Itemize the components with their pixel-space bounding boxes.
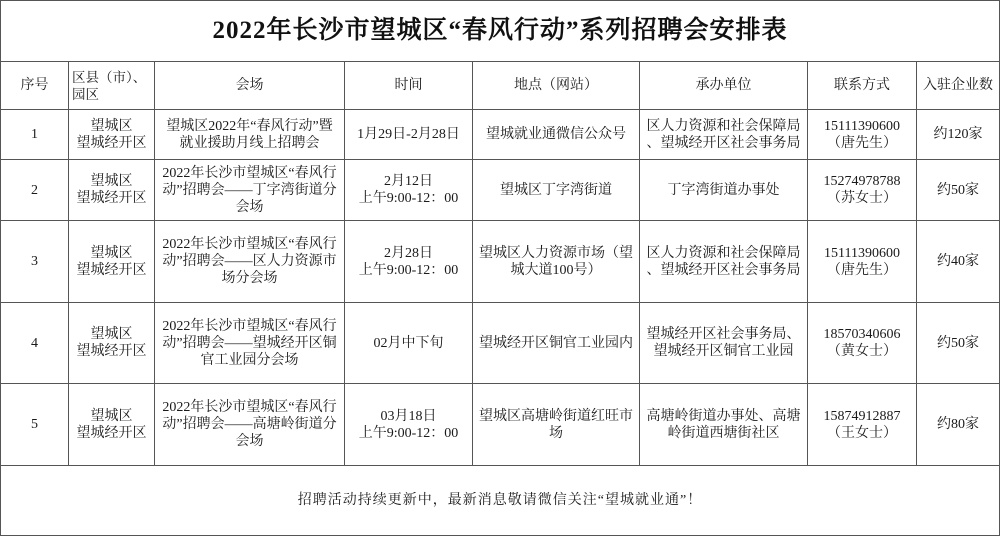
venue-name: 2022年长沙市望城区“春风行动”招聘会——高塘岭街道分会场 (162, 400, 337, 449)
location-text: 望城经开区铜官工业园内 (479, 335, 633, 351)
contact-phone: 18570340606 (823, 327, 901, 342)
venue-cell (155, 384, 345, 466)
park-name: 望城经开区 (76, 425, 147, 441)
district-name: 望城区 (90, 245, 133, 261)
location-cell (473, 384, 640, 466)
header-district-label: 区县（市）、园区 (72, 69, 147, 102)
contact-phone: 15111390600 (824, 245, 900, 261)
district-lines (77, 173, 147, 207)
header-organizer-label: 承办单位 (695, 78, 752, 93)
contact-person: （王女士） (827, 425, 897, 441)
header-company-count-label: 入驻企业数 (923, 78, 993, 93)
company-count-cell (917, 110, 999, 160)
time-date: 02月中下旬 (373, 335, 444, 351)
district-lines (77, 245, 147, 279)
organizer-text: 区人力资源和社会保障局、望城经开区社会事务局 (646, 245, 801, 278)
district-cell (69, 110, 155, 160)
time-date: 2月28日 (384, 245, 433, 261)
time-cell (345, 384, 473, 466)
time-date: 1月29日-2月28日 (357, 127, 460, 142)
park-name: 望城经开区 (76, 191, 147, 206)
venue-name: 望城区2022年“春风行动”暨就业援助月线上招聘会 (166, 118, 333, 151)
contact-lines (824, 408, 901, 442)
time-lines (359, 408, 459, 442)
company-count: 约40家 (937, 254, 979, 269)
location-cell (473, 160, 640, 221)
organizer-cell (640, 160, 808, 221)
contact-lines (824, 326, 901, 360)
serial-number: 1 (31, 127, 38, 142)
time-cell (345, 160, 473, 221)
park-name: 望城经开区 (76, 262, 147, 278)
organizer-text: 高塘岭街道办事处、高塘岭街道西塘街社区 (646, 408, 801, 441)
company-count-cell (917, 160, 999, 221)
time-date: 2月12日 (384, 174, 433, 189)
organizer-text: 区人力资源和社会保障局、望城经开区社会事务局 (646, 118, 801, 151)
serial-number-cell (1, 384, 69, 466)
header-time (345, 62, 473, 110)
district-lines (77, 118, 147, 152)
time-lines (374, 335, 444, 352)
time-lines (359, 173, 459, 207)
venue-cell (155, 110, 345, 160)
district-name: 望城区 (90, 174, 133, 189)
header-organizer (640, 62, 808, 110)
organizer-cell (640, 384, 808, 466)
location-cell (473, 221, 640, 303)
header-time-label: 时间 (394, 78, 423, 93)
district-name: 望城区 (90, 408, 133, 424)
contact-cell (808, 384, 917, 466)
company-count: 约120家 (933, 127, 983, 142)
organizer-text: 丁字湾街道办事处 (667, 182, 780, 198)
contact-person: （黄女士） (827, 344, 897, 359)
company-count-cell (917, 384, 999, 466)
district-cell (69, 160, 155, 221)
footer-note: 招聘活动持续更新中，最新消息敬请微信关注“望城就业通”！ (297, 493, 703, 508)
company-count-cell (917, 303, 999, 384)
contact-phone: 15874912887 (823, 408, 901, 424)
venue-cell (155, 160, 345, 221)
company-count: 约50家 (937, 335, 979, 351)
organizer-cell (640, 110, 808, 160)
district-name: 望城区 (90, 118, 133, 134)
district-lines (77, 408, 147, 442)
location-text: 望城区高塘岭街道红旺市场 (479, 408, 633, 441)
time-cell (345, 303, 473, 384)
serial-number: 5 (31, 417, 38, 432)
contact-cell (808, 221, 917, 303)
time-lines (357, 126, 460, 143)
location-text: 望城就业通微信公众号 (486, 127, 626, 142)
location-cell (473, 110, 640, 160)
serial-number-cell (1, 160, 69, 221)
district-cell (69, 221, 155, 303)
company-count-cell (917, 221, 999, 303)
contact-cell (808, 303, 917, 384)
header-serial-label: 序号 (20, 78, 49, 93)
page-title: 2022年长沙市望城区“春风行动”系列招聘会安排表 (1, 1, 999, 62)
location-text: 望城区丁字湾街道 (500, 182, 612, 198)
header-location-label: 地点（网站） (514, 78, 598, 93)
venue-name: 2022年长沙市望城区“春风行动”招聘会——区人力资源市场分会场 (162, 237, 337, 286)
company-count: 约50家 (937, 182, 979, 198)
company-count: 约80家 (937, 417, 979, 432)
venue-name: 2022年长沙市望城区“春风行动”招聘会——望城经开区铜官工业园分会场 (162, 318, 337, 368)
organizer-cell (640, 221, 808, 303)
location-text: 望城区人力资源市场（望城大道100号） (479, 245, 633, 278)
header-serial (1, 62, 69, 110)
header-company-count (917, 62, 999, 110)
serial-number-cell (1, 303, 69, 384)
time-hours: 上午9:00-12：00 (358, 191, 459, 206)
venue-cell (155, 221, 345, 303)
contact-cell (808, 110, 917, 160)
district-cell (69, 384, 155, 466)
serial-number: 3 (31, 254, 38, 269)
park-name: 望城经开区 (76, 344, 147, 359)
time-lines (359, 245, 459, 279)
header-contact-label: 联系方式 (834, 78, 890, 93)
contact-lines (824, 173, 901, 207)
contact-person: （唐先生） (827, 262, 897, 278)
contact-person: （唐先生） (827, 135, 897, 151)
contact-phone: 15111390600 (824, 118, 900, 134)
park-name: 望城经开区 (76, 135, 147, 151)
serial-number: 2 (31, 182, 38, 198)
contact-cell (808, 160, 917, 221)
contact-phone: 15274978788 (823, 174, 901, 189)
header-location (473, 62, 640, 110)
serial-number: 4 (31, 335, 38, 351)
district-cell (69, 303, 155, 384)
time-date: 03月18日 (380, 408, 437, 424)
district-name: 望城区 (90, 327, 133, 342)
time-cell (345, 221, 473, 303)
serial-number-cell (1, 110, 69, 160)
header-venue (155, 62, 345, 110)
header-district (69, 62, 155, 110)
serial-number-cell (1, 221, 69, 303)
location-cell (473, 303, 640, 384)
organizer-text: 望城经开区社会事务局、望城经开区铜官工业园 (646, 327, 801, 359)
header-contact (808, 62, 917, 110)
contact-person: （苏女士） (827, 191, 897, 206)
district-lines (77, 326, 147, 360)
time-hours: 上午9:00-12：00 (358, 425, 459, 441)
header-venue-label: 会场 (235, 78, 264, 93)
contact-lines (824, 245, 900, 279)
venue-cell (155, 303, 345, 384)
time-hours: 上午9:00-12：00 (358, 262, 459, 278)
venue-name: 2022年长沙市望城区“春风行动”招聘会——丁字湾街道分会场 (162, 165, 337, 215)
organizer-cell (640, 303, 808, 384)
contact-lines (824, 118, 900, 152)
time-cell (345, 110, 473, 160)
